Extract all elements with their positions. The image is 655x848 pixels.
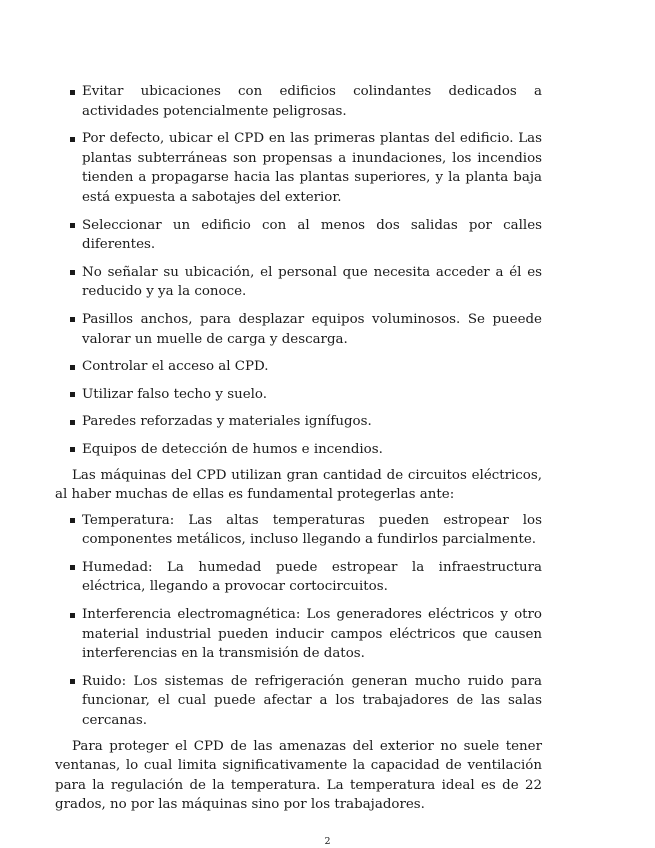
page-number: 2 — [324, 836, 331, 847]
paragraph-electrical-circuits: Las máquinas del CPD utilizan gran cantidad de circuitos eléctricos, al haber muchas de ellas es fundamental protegerlas ante: — [55, 467, 542, 503]
list-item: Humedad: La humedad puede estropear la infraestructura eléctrica, llegando a provocar cortocircuitos. — [55, 558, 542, 597]
list-item: Evitar ubicaciones con edificios colindantes dedicados a actividades potencialmente peligrosas. — [55, 82, 542, 121]
list-item: Temperatura: Las altas temperaturas pueden estropear los componentes metálicos, incluso llegando a fundirlos parcialmente. — [55, 511, 542, 550]
list-item: Controlar el acceso al CPD. — [55, 357, 542, 377]
paragraph-ventilation: Para proteger el CPD de las amenazas del exterior no suele tener ventanas, lo cual limita significativamente la capacidad de ventilación para la regulación de la temperatura. La temperatura ideal es de 22 grados, no por las máquinas sino por los trabajadores. — [55, 738, 542, 813]
cpd-location-measures-list — [55, 82, 542, 460]
list-item: Paredes reforzadas y materiales ignífugos. — [55, 412, 542, 432]
list-item: Pasillos anchos, para desplazar equipos voluminosos. Se pueede valorar un muelle de carga y descarga. — [55, 310, 542, 349]
list-item: Por defecto, ubicar el CPD en las primeras plantas del edificio. Las plantas subterráneas son propensas a inundaciones, los incendios tienden a propagarse hacia las plantas superiores, y la planta baja está expuesta a sabotajes del exterior. — [55, 129, 542, 207]
threats-list — [55, 511, 542, 731]
page-body — [55, 82, 542, 821]
list-item: Utilizar falso techo y suelo. — [55, 385, 542, 405]
list-item: No señalar su ubicación, el personal que necesita acceder a él es reducido y ya la conoce. — [55, 263, 542, 302]
list-item: Ruido: Los sistemas de refrigeración generan mucho ruido para funcionar, el cual puede afectar a los trabajadores de las salas cercanas. — [55, 672, 542, 731]
list-item: Equipos de detección de humos e incendios. — [55, 440, 542, 460]
list-item: Seleccionar un edificio con al menos dos salidas por calles diferentes. — [55, 216, 542, 255]
list-item: Interferencia electromagnética: Los generadores eléctricos y otro material industrial pueden inducir campos eléctricos que causen interferencias en la transmisión de datos. — [55, 605, 542, 664]
